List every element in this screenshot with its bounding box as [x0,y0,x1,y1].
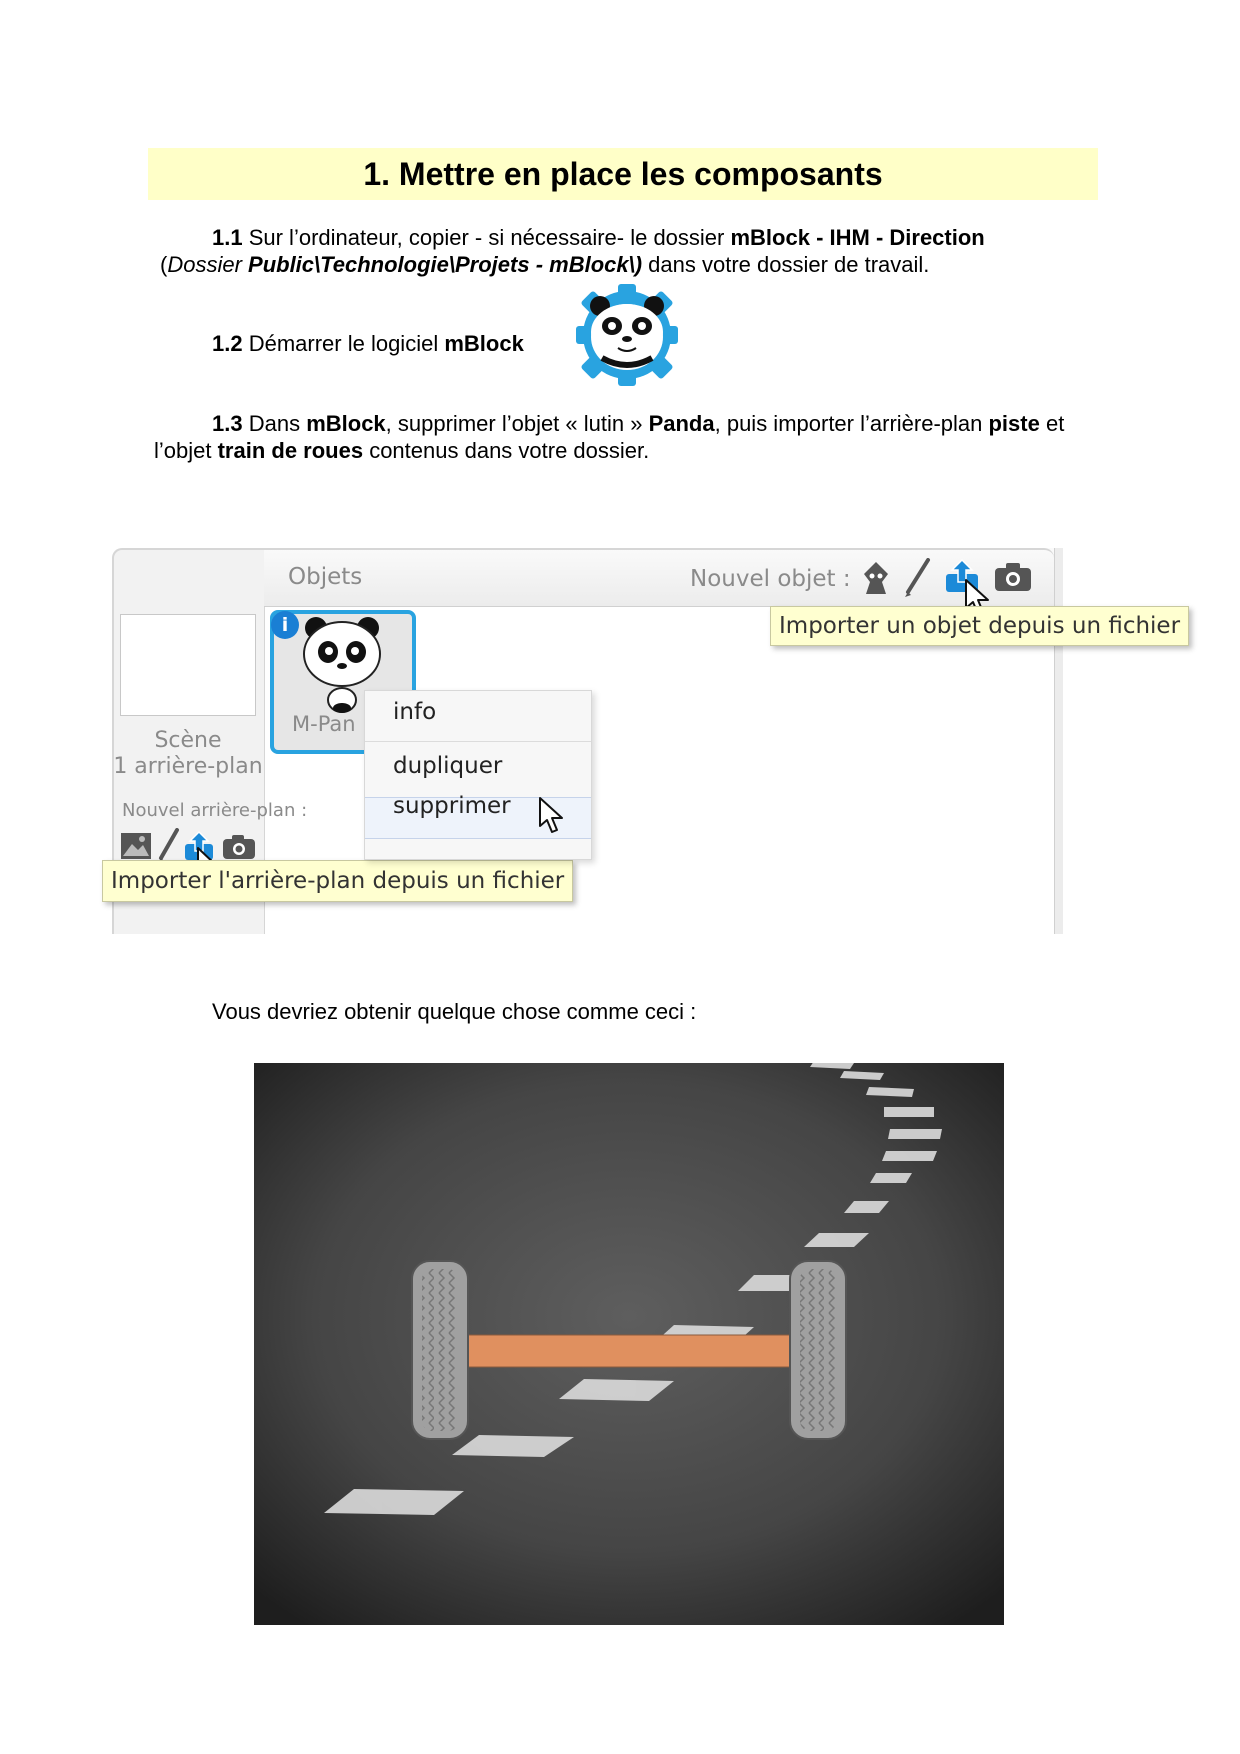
folder-name: mBlock - IHM - Direction [730,225,985,250]
paint-brush-icon[interactable] [902,558,932,598]
step-text: contenus dans votre dossier. [363,438,650,463]
step-1-1-line-2 [160,251,929,278]
backdrop-count: 1 arrière-plan [113,754,263,779]
backdrop-camera-icon[interactable] [222,834,256,860]
step-number: 1.1 [212,225,243,250]
result-sentence: Vous devriez obtenir quelque chose comme ceci : [212,999,697,1024]
software-name: mBlock [306,411,386,436]
software-name: mBlock [444,331,524,356]
paren: ( [160,252,168,277]
paint-backdrop-icon[interactable] [156,828,180,864]
step-text: et [1039,411,1065,436]
new-object-label: Nouvel objet : [690,566,851,592]
step-text: , puis importer l’arrière-plan [714,411,989,436]
import-object-tooltip: Importer un objet depuis un fichier [770,606,1189,646]
mouse-cursor-icon [538,796,566,836]
menu-item-duplicate[interactable]: dupliquer [393,753,503,779]
step-1-2 [212,330,524,357]
backdrop-library-icon[interactable] [120,832,152,860]
stage-thumbnail[interactable] [120,614,256,716]
step-text: , supprimer l’objet « lutin » [385,411,649,436]
step-1-3-line-2 [154,437,649,464]
objects-label: Objets [288,564,363,590]
mblock-logo-icon [574,282,680,388]
step-text: Sur l’ordinateur, copier - si nécessaire- le dossier [242,225,731,250]
new-backdrop-label: Nouvel arrière-plan : [122,800,308,821]
step-number: 1.3 [212,411,243,436]
menu-item-info[interactable]: info [393,699,437,725]
camera-icon[interactable] [994,562,1032,592]
step-text: Démarrer le logiciel [242,331,445,356]
step-1-3-line-1 [212,410,1064,437]
scene-label: Scène [154,728,222,753]
path-prefix: Dossier [167,252,249,277]
section-title: 1. Mettre en place les composants [363,156,883,192]
step-number: 1.2 [212,331,243,356]
road-track-with-wheel-train-image [254,1063,1004,1625]
step-text: l’objet [154,438,218,463]
import-backdrop-tooltip: Importer l'arrière-plan depuis un fichier [102,860,573,902]
backdrop-name: piste [988,411,1040,436]
object-name: train de roues [217,438,364,463]
sprite-name: Panda [648,411,715,436]
step-text: dans votre dossier de travail. [642,252,930,277]
menu-item-delete[interactable]: supprimer [393,793,511,819]
step-text: Dans [242,411,307,436]
sprite-info-badge[interactable]: i [271,611,299,639]
sprite-library-icon[interactable] [858,560,894,596]
folder-path: Public\Technologie\Projets - mBlock\) [248,252,643,277]
sprite-name-label: M-Pan [292,712,356,736]
menu-separator [365,741,591,742]
step-1-1-line-1 [212,224,985,251]
section-title-band [148,148,1098,200]
mblock-sprite-panel-screenshot [111,548,1181,934]
